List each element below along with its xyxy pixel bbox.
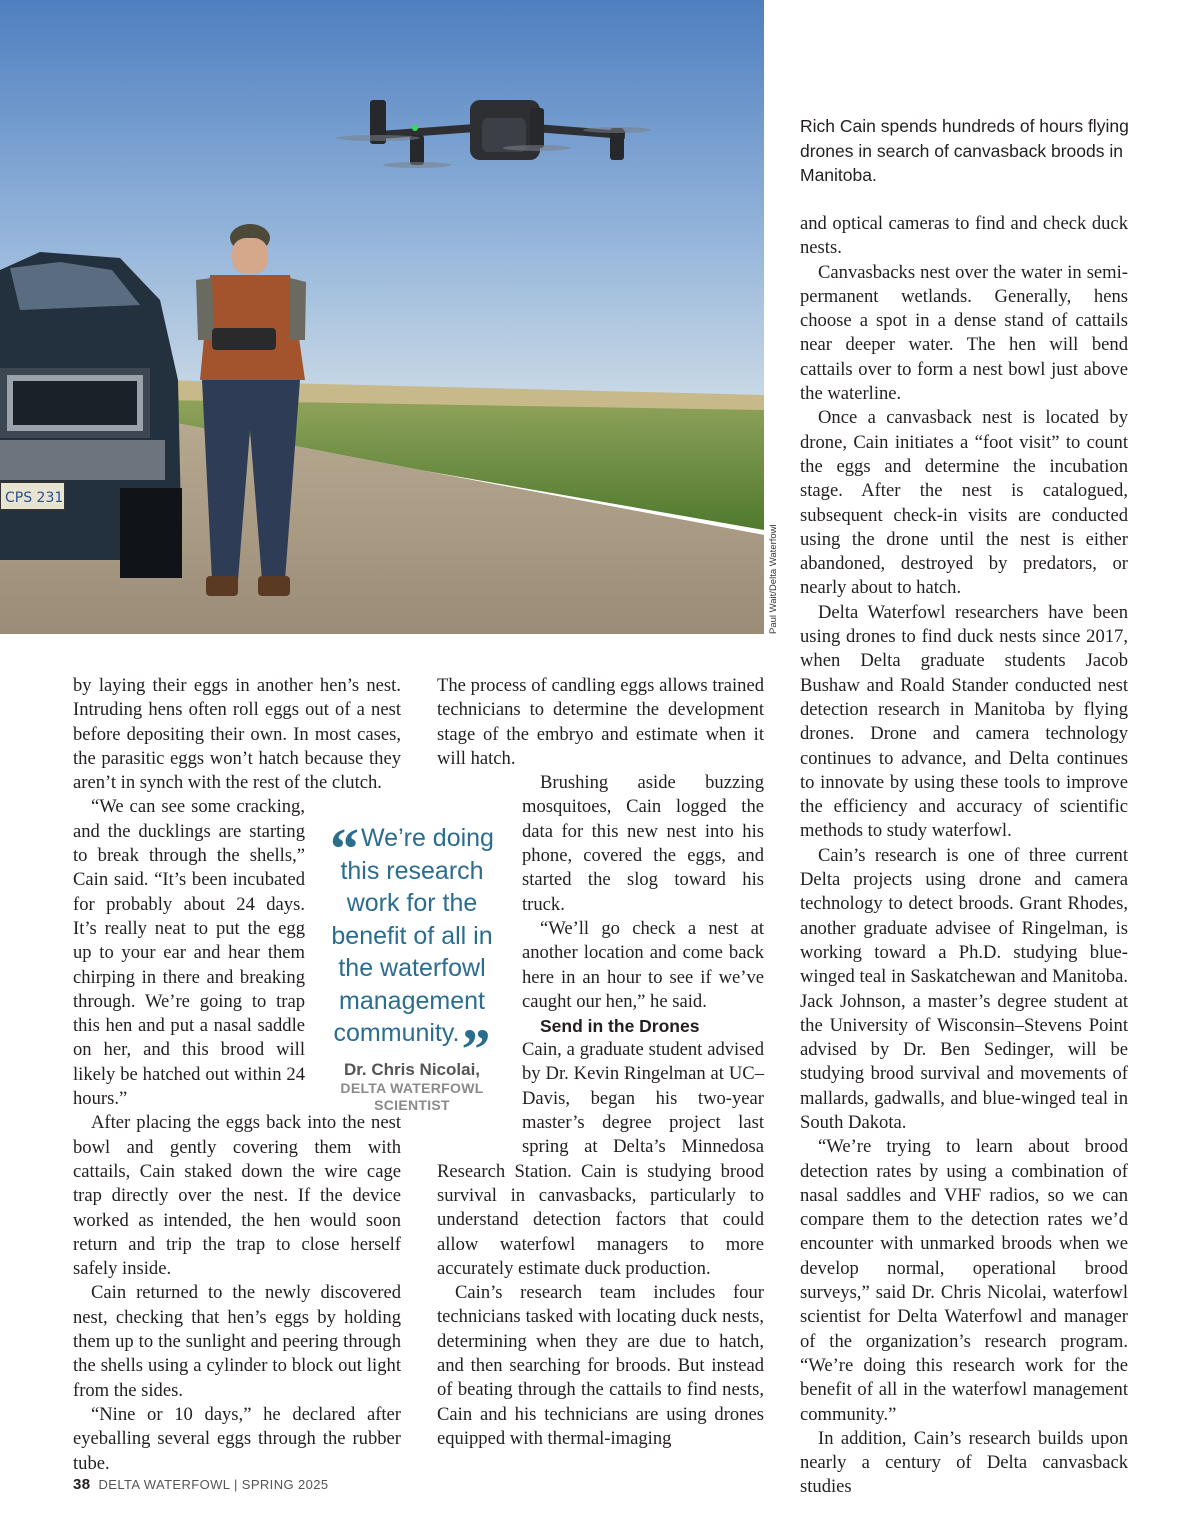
paragraph: “We’ll go check a nest at another location and come back here in an hour to see if we’ve caught our hen,” he said. (522, 917, 764, 1012)
photo-illustration (0, 0, 764, 634)
paragraph: Canvasbacks nest over the water in semi-permanent wetlands. Generally, hens choose a spot in a dense stand of cattails near deeper water. The hen will bend cattails over to form a nest bowl just above the waterline. (800, 261, 1128, 405)
pullquote-body: We’re doing this research work for the benefit of all in the waterfowl management community. (331, 824, 494, 1047)
paragraph: Brushing aside buzzing mosquitoes, Cain logged the data for this new nest into his phone, covered the eggs, and started the slog toward his truck. (522, 772, 764, 915)
paragraph: Cain’s research team includes four technicians tasked with locating duck nests, determining when they are due to hatch, and then searching for broods. But instead of beating through the cattails to find nests, Cain and his technicians are using drones equipped with thermal-imaging (437, 1282, 764, 1449)
paragraph: and optical cameras to find and check duck nests. (800, 213, 1128, 259)
pullquote-attribution-title-1: DELTA WATERFOWL (340, 1079, 484, 1096)
pullquote (312, 816, 512, 1114)
paragraph: After placing the eggs back into the nest bowl and gently covering them with cattails, Cain staked down the wire cage trap directly over the nest. If the device worked as intended, the hen would soon return and trip the trap to close herself safely inside. (73, 1112, 401, 1280)
paragraph: “We’re trying to learn about brood detection rates by using a combination of nasal saddles and VHF radios, so we can compare them to the detection rates we’d encounter with unmarked broods when we develop normal, operational brood surveys,” said Dr. Chris Nicolai, waterfowl scientist for Delta Waterfowl and manager of the organization’s research program. “We’re doing this research work for the benefit of all in the waterfowl management community.” (800, 1136, 1128, 1425)
license-plate: CPS 231 (5, 490, 64, 506)
hero-photo (0, 0, 764, 634)
pullquote-attribution-title-2: SCIENTIST (374, 1096, 450, 1113)
paragraph: Delta Waterfowl researchers have been using drones to find duck nests since 2017, when Delta graduate students Jacob Bushaw and Roald Stander conducted nest detection research in Manitoba by flying drones. Drone and camera technology continues to advance, and Delta continues to innovate by using these tools to improve the efficiency and accuracy of scientific methods to study waterfowl. (800, 601, 1128, 842)
paragraph: Cain returned to the newly discovered nest, checking that hen’s eggs by holding them up to the sunlight and peering through the shells using a cylinder to block out light from the sides. (73, 1282, 401, 1401)
paragraph: Cain, a graduate student advised by Dr. Kevin Ringelman at UC–Davis, began his two-year master’s degree project last spring at Delta’s Minnedosa Research Station. Cain is studying brood survival in canvasbacks, particularly to understand detection factors that could allow waterfowl managers to more accurately estimate duck production. (437, 1039, 764, 1279)
pickup-truck (0, 252, 182, 578)
section-subhead: Send in the Drones (540, 1016, 700, 1037)
publication-info: DELTA WATERFOWL | SPRING 2025 (98, 1477, 329, 1492)
photo-credit: Paul Wait/Delta Waterfowl (768, 524, 779, 634)
page-number: 38 (73, 1476, 91, 1493)
pullquote-attribution-name: Dr. Chris Nicolai, (343, 1059, 481, 1079)
paragraph: “We can see some cracking, and the ducklings are starting to break through the shells,” Cain said. “It’s been incubated for probably about 24 days. It’s really neat to put the egg up to your ear and hear them chirping in there and breaking through. We’re going to trap this hen and put a nasal saddle on her, and this brood will likely be hatched out within 24 hours.” (73, 796, 305, 1110)
column-3 (800, 212, 1128, 1500)
open-quote-mark: “ (330, 816, 360, 881)
photo-caption: Rich Cain spends hundreds of hours flying drones in search of canvasback broods in Manitoba. (800, 116, 1129, 185)
paragraph: Once a canvasback nest is located by drone, Cain initiates a “foot visit” to count the eggs and determine the incubation stage. After the nest is catalogued, subsequent check-in visits are conducted using the drone until the nest is either abandoned, destroyed by predators, or nearly about to hatch. (800, 407, 1128, 599)
paragraph: by laying their eggs in another hen’s nest. Intruding hens often roll eggs out of a nest before depositing their own. In most cases, the parasitic eggs won’t hatch because they aren’t in synch with the rest of the clutch. (73, 675, 401, 794)
paragraph: “Nine or 10 days,” he declared after eyeballing several eggs through the rubber tube. (73, 1403, 401, 1474)
paragraph: Cain’s research is one of three current Delta projects using drone and camera technology to detect broods. Grant Rhodes, another graduate advisee of Ringelman, is working toward a Ph.D. studying blue-winged teal in Saskatchewan and Manitoba. Jack Johnson, a master’s degree student at the University of Wisconsin–Stevens Point advised by Dr. Ben Sedinger, will be studying brood survival and movements of mallards, gadwalls, and blue-winged teal in South Dakota. (800, 844, 1128, 1133)
close-quote-mark: ” (461, 1017, 491, 1082)
paragraph: The process of candling eggs allows trained technicians to determine the development stage of the embryo and estimate when it will hatch. (437, 675, 764, 769)
paragraph: In addition, Cain’s research builds upon nearly a century of Delta canvasback studies (800, 1427, 1128, 1498)
page-footer (73, 1476, 329, 1493)
